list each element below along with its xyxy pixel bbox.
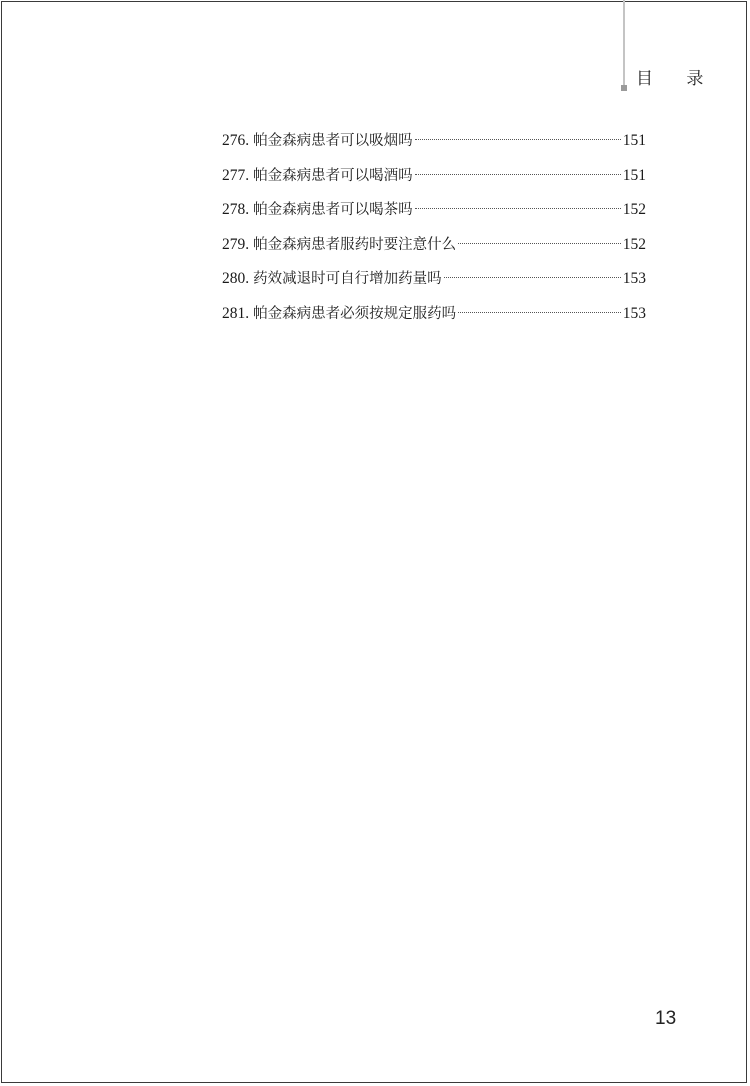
dot-leader: [415, 208, 621, 209]
dot-leader: [415, 139, 621, 140]
toc-entry-page: 151: [622, 132, 646, 149]
toc-entry-number: 279.: [222, 235, 250, 253]
toc-entry-page: 151: [622, 166, 646, 184]
toc-entry[interactable]: [222, 262, 646, 297]
header-marker-square: [621, 85, 627, 91]
toc-entry-title: 帕金森病患者可以吸烟吗: [253, 133, 413, 149]
dot-leader: [444, 277, 621, 278]
page-number: 13: [655, 1008, 677, 1029]
toc-entry-page: 153: [622, 270, 646, 288]
toc-entry-title: 药效减退时可自行增加药量吗: [253, 271, 442, 288]
toc-entry[interactable]: [222, 228, 646, 263]
toc-entry-title: 帕金森病患者必须按规定服药吗: [253, 305, 457, 322]
toc-entry-number: 278.: [222, 201, 250, 219]
toc-entry-number: 276.: [222, 132, 250, 149]
toc-entry-number: 277.: [222, 166, 250, 184]
toc-entry-page: 152: [622, 201, 646, 219]
toc-entry[interactable]: [222, 124, 646, 159]
dot-leader: [458, 243, 621, 244]
header-vertical-rule: [623, 0, 625, 90]
toc-entry-number: 281.: [222, 304, 250, 322]
toc-entry[interactable]: [222, 297, 646, 332]
table-of-contents: [222, 124, 646, 332]
toc-entry-title: 帕金森病患者服药时要注意什么: [253, 236, 457, 253]
toc-entry-number: 280.: [222, 270, 250, 288]
toc-entry[interactable]: [222, 193, 646, 228]
toc-entry-page: 153: [622, 304, 646, 322]
toc-entry-page: 152: [622, 235, 646, 253]
toc-entry[interactable]: [222, 159, 646, 194]
section-title: 目 录: [636, 69, 718, 89]
dot-leader: [415, 174, 621, 175]
toc-entry-title: 帕金森病患者可以喝酒吗: [253, 167, 413, 184]
toc-entry-title: 帕金森病患者可以喝茶吗: [253, 202, 413, 219]
dot-leader: [458, 312, 621, 313]
